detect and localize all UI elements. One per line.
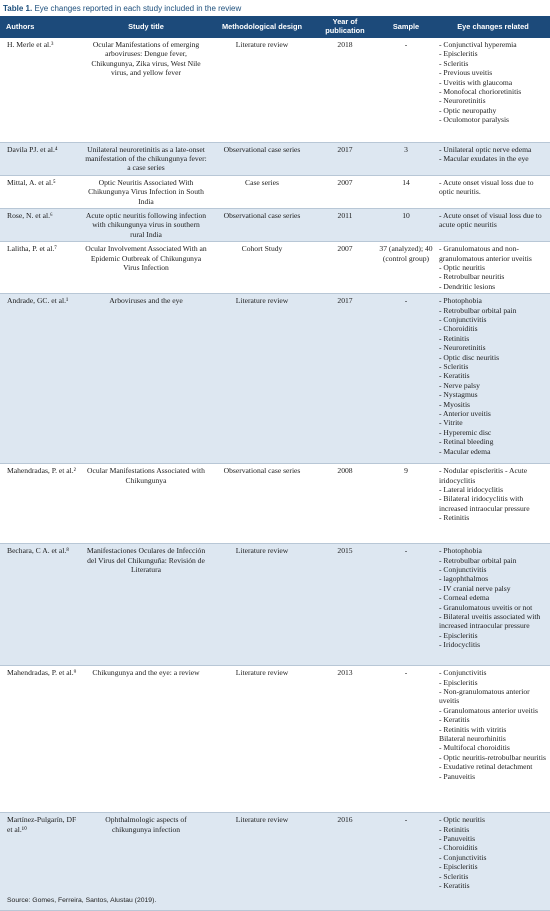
eye-change-item: - Optic neuritis xyxy=(439,262,485,272)
study-title-cell: Ocular Involvement Associated With an Epidemic Outbreak of Chikungunya Virus Infection xyxy=(82,242,210,294)
study-title-cell: Optic Neuritis Associated With Chikungunya Virus Infection in South India xyxy=(82,175,210,208)
year-cell: 2013 xyxy=(314,666,376,813)
table-caption xyxy=(3,2,547,16)
authors-cell: H. Merle et al.³ xyxy=(0,38,82,142)
eye-change-item: - Retrobulbar orbital pain xyxy=(439,555,517,565)
eye-changes-cell xyxy=(436,208,550,241)
table-row xyxy=(0,38,550,142)
eye-change-item: - Photophobia xyxy=(439,546,482,556)
year-cell: 2011 xyxy=(314,208,376,241)
eye-change-item: - Corneal edema xyxy=(439,593,490,603)
header-methodological-design: Methodological design xyxy=(210,16,314,38)
table-body xyxy=(0,38,550,911)
eye-change-item: - Uveitis with glaucoma xyxy=(439,77,513,87)
eye-change-item: - Exudative retinal detachment xyxy=(439,762,533,772)
eye-change-item: - Neuroretinitis xyxy=(439,96,486,106)
study-title-cell: Arboviruses and the eye xyxy=(82,294,210,464)
eye-change-item: - Photophobia xyxy=(439,296,482,306)
table-row xyxy=(0,294,550,464)
table-source: Source: Gomes, Ferreira, Santos, Alustau (2019). xyxy=(7,897,157,904)
table-row xyxy=(0,666,550,813)
sample-cell: - xyxy=(376,544,436,666)
eye-changes-cell xyxy=(436,175,550,208)
eye-change-item: - Vitrite xyxy=(439,418,463,428)
table-row xyxy=(0,464,550,544)
eye-change-item: - Nystagmus xyxy=(439,390,478,400)
sample-cell: - xyxy=(376,38,436,142)
year-cell: 2018 xyxy=(314,38,376,142)
eye-change-item: - Bilateral iridocyclitis with increased intraocular pressure xyxy=(439,494,530,513)
year-cell: 2007 xyxy=(314,242,376,294)
study-title-cell: Ocular Manifestations of emerging arboviruses: Dengue fever, Chikungunya, Zika virus, West Nile virus, and yellow fever xyxy=(82,38,210,142)
eye-change-item: - Macular edema xyxy=(439,446,491,456)
authors-cell: Davila PJ. et al.⁴ xyxy=(0,142,82,175)
eye-change-item: - lagophthalmos xyxy=(439,574,489,584)
study-title-cell: Unilateral neuroretinitis as a late-onset manifestation of the chikungunya fever: a case series xyxy=(82,142,210,175)
eye-change-item: - Lateral iridocyclitis xyxy=(439,485,504,494)
year-cell: 2016 xyxy=(314,813,376,911)
year-cell: 2015 xyxy=(314,544,376,666)
eye-change-item: - Conjunctivitis xyxy=(439,315,487,324)
eye-change-item: - Scleritis xyxy=(439,362,469,372)
eye-change-item: - Monofocal chorioretinitis xyxy=(439,87,522,97)
eye-change-item: - Neuroretinitis xyxy=(439,343,486,353)
eye-change-item: - Nodular episcleritis - Acute iridocyclitis xyxy=(439,466,528,485)
sample-cell: - xyxy=(376,813,436,911)
table-header-row xyxy=(0,16,550,38)
eye-change-item: - Oculomotor paralysis xyxy=(439,115,510,125)
authors-cell: Bechara, C A. et al.⁸ xyxy=(0,544,82,666)
eye-change-item: - Panuveitis xyxy=(439,771,476,781)
eye-change-item: - Macular exudates in the eye xyxy=(439,153,529,163)
table-row xyxy=(0,175,550,208)
eye-change-item: - Anterior uveitis xyxy=(439,409,491,419)
eye-change-item: Bilateral neurorhinitis xyxy=(439,734,506,744)
eye-change-item: - Optic neuritis xyxy=(439,815,485,825)
design-cell: Literature review xyxy=(210,38,314,142)
year-cell: 2017 xyxy=(314,142,376,175)
table-row xyxy=(0,544,550,666)
authors-cell: Martínez-Pulgarín, DF et al.¹⁰ xyxy=(0,813,82,911)
eye-change-item: - Choroiditis xyxy=(439,843,478,853)
eye-change-item: - Retinitis xyxy=(439,513,470,523)
eye-change-item: - Retinitis with vitritis xyxy=(439,724,507,734)
authors-cell: Andrade, GC. et al.¹ xyxy=(0,294,82,464)
header-eye-changes: Eye changes related xyxy=(436,16,550,38)
design-cell: Literature review xyxy=(210,544,314,666)
header-authors: Authors xyxy=(0,16,82,38)
eye-change-item: - Episcleritis xyxy=(439,862,478,872)
eye-change-item: - Keratitis xyxy=(439,881,470,891)
year-cell: 2008 xyxy=(314,464,376,544)
eye-change-item: - Granulomatous anterior uveitis xyxy=(439,705,538,715)
eye-change-item: - Optic disc neuritis xyxy=(439,352,500,362)
design-cell: Observational case series xyxy=(210,208,314,241)
eye-change-item: - Retinitis xyxy=(439,333,470,343)
eye-changes-cell xyxy=(436,242,550,294)
eye-changes-cell xyxy=(436,464,550,544)
authors-cell: Rose, N. et al.⁶ xyxy=(0,208,82,241)
design-cell: Observational case series xyxy=(210,464,314,544)
design-cell: Cohort Study xyxy=(210,242,314,294)
authors-cell: Lalitha, P. et al.⁷ xyxy=(0,242,82,294)
eye-change-item: - Previous uveitis xyxy=(439,68,493,78)
eye-changes-cell xyxy=(436,142,550,175)
eye-change-item: - Conjunctival hyperemia xyxy=(439,40,517,49)
eye-change-item: - Keratitis xyxy=(439,371,470,381)
eye-change-item: - Multifocal choroiditis xyxy=(439,743,510,753)
eye-change-item: - Nerve palsy xyxy=(439,380,480,390)
eye-change-item: - Myositis xyxy=(439,399,471,409)
study-title-cell: Acute optic neuritis following infection with chikungunya virus in southern rural India xyxy=(82,208,210,241)
eye-change-item: - Hyperemic disc xyxy=(439,427,492,437)
eye-change-item: - Retinal bleeding xyxy=(439,437,494,447)
eye-change-item: - Retrobulbar neuritis xyxy=(439,272,505,282)
eye-change-item: - Scleritis xyxy=(439,871,469,881)
authors-cell: Mahendradas, P. et al.² xyxy=(0,464,82,544)
eye-change-item: - Retrobulbar orbital pain xyxy=(439,305,517,315)
eye-change-item: - Panuveitis xyxy=(439,834,476,843)
table-caption-text: Eye changes reported in each study included in the review xyxy=(34,4,242,13)
eye-change-item: - Bilateral uveitis associated with increased intraocular pressure xyxy=(439,612,541,631)
eye-change-item: - Episcleritis xyxy=(439,677,478,687)
eye-change-item: - Granulomatous and non-granulomatous anterior uveitis xyxy=(439,244,532,263)
header-sample: Sample xyxy=(376,16,436,38)
study-title-cell: Ophthalmologic aspects of chikungunya infection xyxy=(82,813,210,911)
eye-change-item: - Acute onset of visual loss due to acute optic neuritis xyxy=(439,210,542,230)
eye-changes-cell xyxy=(436,38,550,142)
eye-change-item: - Retinitis xyxy=(439,824,470,834)
eye-change-item: - Conjunctivitis xyxy=(439,565,487,574)
sample-cell: 3 xyxy=(376,142,436,175)
eye-changes-table xyxy=(0,16,550,911)
design-cell: Literature review xyxy=(210,666,314,813)
eye-changes-cell xyxy=(436,666,550,813)
year-cell: 2007 xyxy=(314,175,376,208)
study-title-cell: Chikungunya and the eye: a review xyxy=(82,666,210,813)
eye-change-item: - Unilateral optic nerve edema xyxy=(439,144,532,154)
authors-cell: Mittal, A. et al.⁵ xyxy=(0,175,82,208)
sample-cell: - xyxy=(376,666,436,813)
eye-change-item: - Acute onset visual loss due to optic neuritis. xyxy=(439,177,534,197)
sample-cell: 10 xyxy=(376,208,436,241)
authors-cell: Mahendradas, P. et al.⁹ xyxy=(0,666,82,813)
eye-changes-cell xyxy=(436,294,550,464)
eye-change-item: - Granulomatous uveitis or not xyxy=(439,602,533,612)
eye-change-item: - Scleritis xyxy=(439,58,469,68)
table-caption-label: Table 1. xyxy=(3,4,33,13)
design-cell: Literature review xyxy=(210,813,314,911)
table-row xyxy=(0,242,550,294)
eye-change-item: - Non-granulomatous anterior uveitis xyxy=(439,687,530,706)
study-title-cell: Ocular Manifestations Associated with Chikungunya xyxy=(82,464,210,544)
header-year: Year of publication xyxy=(314,16,376,38)
eye-change-item: - Iridocyclitis xyxy=(439,640,481,650)
year-cell: 2017 xyxy=(314,294,376,464)
eye-change-item: - Conjunctivitis xyxy=(439,852,487,862)
eye-change-item: - IV cranial nerve palsy xyxy=(439,583,511,593)
eye-change-item: - Dendritic lesions xyxy=(439,281,496,291)
eye-change-item: - Choroiditis xyxy=(439,324,478,334)
sample-cell: - xyxy=(376,294,436,464)
eye-change-item: - Episcleritis xyxy=(439,49,478,59)
sample-cell: 14 xyxy=(376,175,436,208)
eye-change-item: - Optic neuropathy xyxy=(439,105,497,115)
table-row xyxy=(0,208,550,241)
sample-cell: 37 (analyzed); 40 (control group) xyxy=(376,242,436,294)
table-row xyxy=(0,142,550,175)
design-cell: Observational case series xyxy=(210,142,314,175)
eye-change-item: - Episcleritis xyxy=(439,630,478,640)
eye-changes-cell xyxy=(436,544,550,666)
study-title-cell: Manifestaciones Oculares de Infección del Virus del Chikunguña: Revisión de Literatura xyxy=(82,544,210,666)
eye-change-item: - Conjunctivitis xyxy=(439,668,487,678)
eye-change-item: - Optic neuritis-retrobulbar neuritis xyxy=(439,752,546,762)
header-study-title: Study title xyxy=(82,16,210,38)
sample-cell: 9 xyxy=(376,464,436,544)
eye-change-item: - Keratitis xyxy=(439,715,470,725)
design-cell: Case series xyxy=(210,175,314,208)
design-cell: Literature review xyxy=(210,294,314,464)
